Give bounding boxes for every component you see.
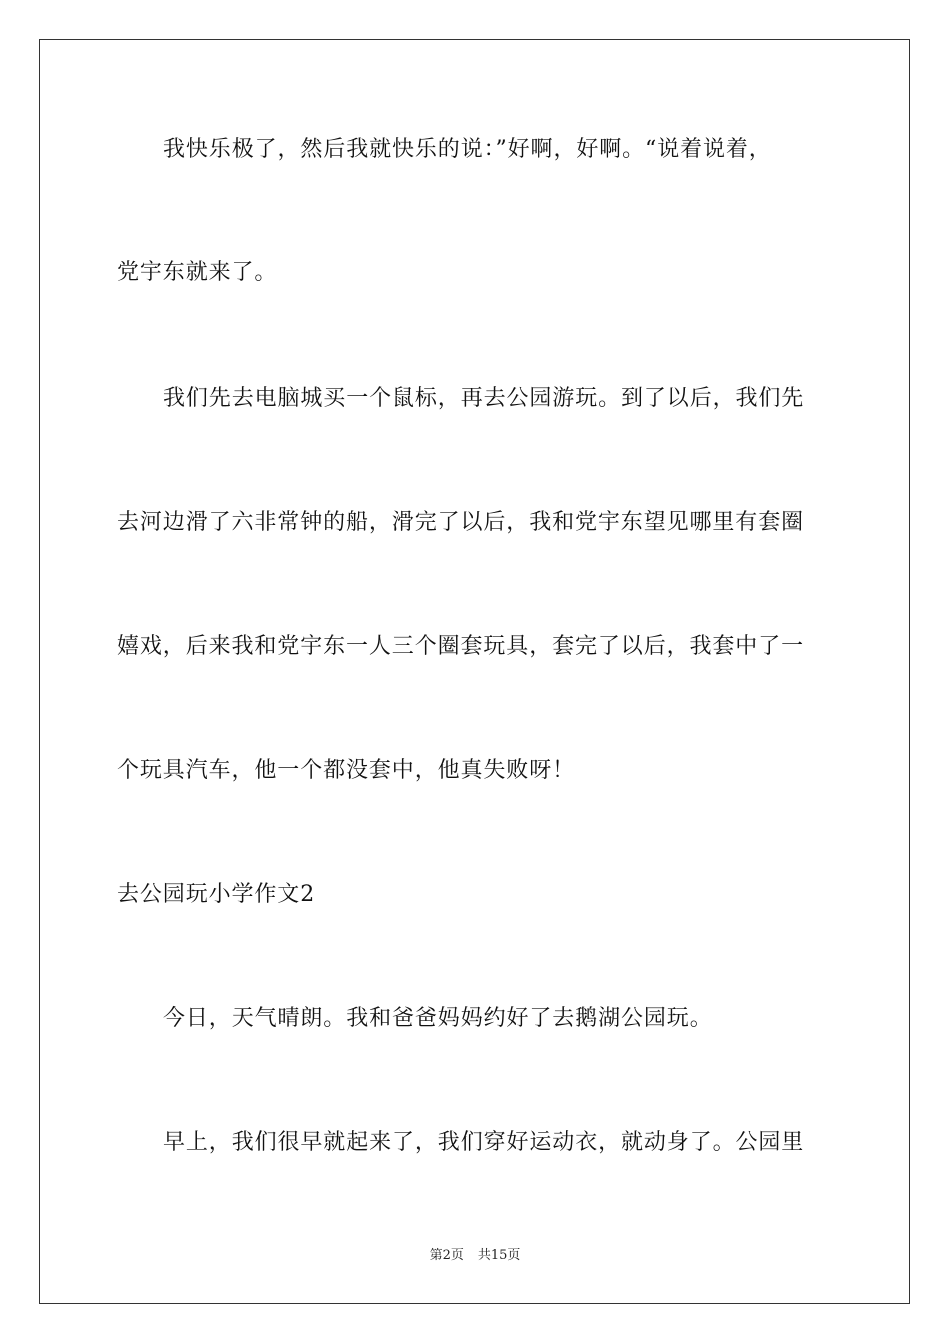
paragraph-line-2: 党宇东就来了。 [117,260,278,285]
section-heading: 去公园玩小学作文2 [117,882,316,907]
page-number: 第2页 [429,1248,464,1263]
paragraph-line-7: 今日，天气晴朗。我和爸爸妈妈约好了去鹅湖公园玩。 [163,1006,713,1031]
paragraph-line-3: 我们先去电脑城买一个鼠标，再去公园游玩。到了以后，我们先 [163,386,805,411]
page-border [39,39,910,1304]
paragraph-line-4: 去河边滑了六非常钟的船，滑完了以后，我和党宇东望见哪里有套圈 [117,510,805,535]
paragraph-line-6: 个玩具汽车，他一个都没套中，他真失败呀！ [117,758,576,783]
paragraph-line-1: 我快乐极了，然后我就快乐的说：”好啊，好啊。“说着说着， [163,137,772,162]
page-total: 共15页 [477,1248,521,1263]
page-footer [0,1247,950,1265]
paragraph-line-5: 嬉戏，后来我和党宇东一人三个圈套玩具，套完了以后，我套中了一 [117,634,805,659]
paragraph-line-8: 早上，我们很早就起来了，我们穿好运动衣，就动身了。公园里 [163,1130,805,1155]
